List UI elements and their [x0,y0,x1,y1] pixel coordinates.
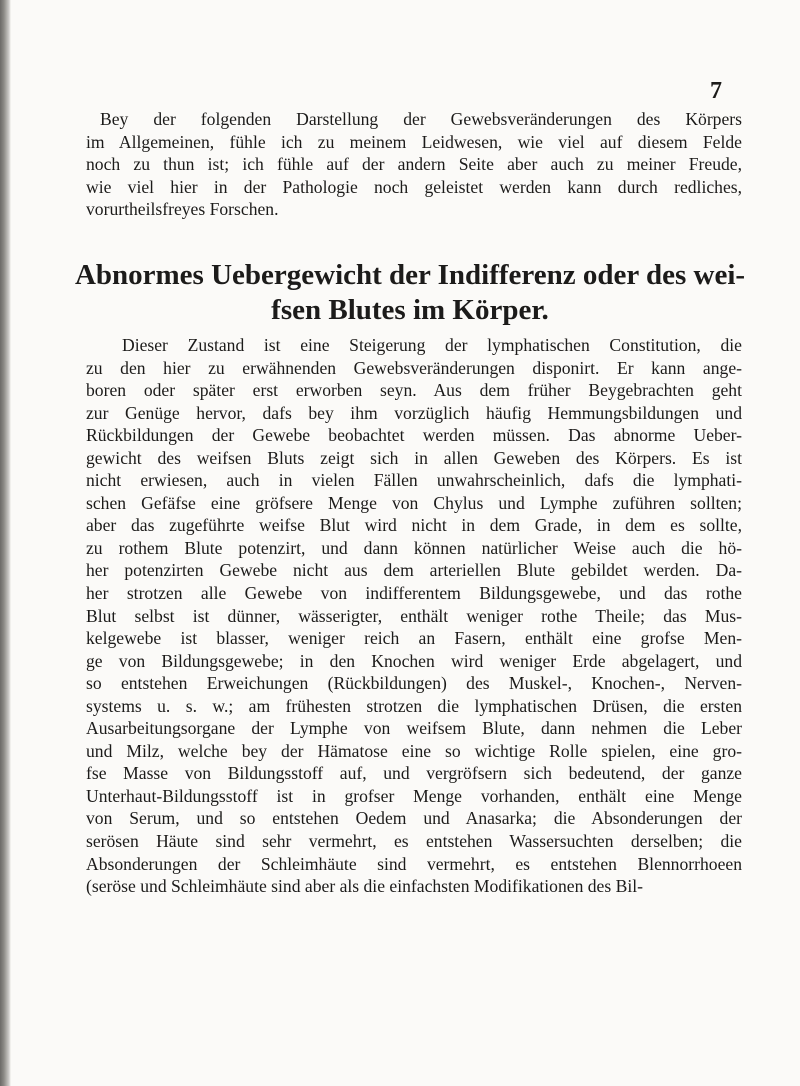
section-heading [60,258,760,328]
body-line: so entstehen Erweichungen (Rückbildungen) des Muskel-, Knochen-, Nerven- [86,673,742,694]
body-line: Absonderungen der Schleimhäute sind vermehrt, es entstehen Blennorrhoeen [86,853,742,874]
body-line: serösen Häute sind sehr vermehrt, es entstehen Wassersuchten derselben; die [86,831,742,852]
body-line: nicht erwiesen, auch in vielen Fällen unwahrscheinlich, dafs die lymphati- [86,470,742,491]
body-line: und Milz, welche bey der Hämatose eine so wichtige Rolle spielen, eine gro- [86,740,742,761]
body-line: Ausarbeitungsorgane der Lymphe von weifsem Blute, dann nehmen die Leber [86,718,742,739]
body-line: Dieser Zustand ist eine Steigerung der lymphatischen Constitution, die [122,335,742,355]
section-heading-line: fsen Blutes im Körper. [271,294,549,326]
body-line: zu rothem Blute potenzirt, und dann können natürlicher Weise auch die hö- [86,537,742,558]
body-line: zu den hier zu erwähnenden Gewebsveränderungen disponirt. Er kann ange- [86,357,742,378]
body-line: kelgewebe ist blasser, weniger reich an Fasern, enthält eine grofse Men- [86,628,742,649]
body-paragraph [86,334,742,898]
body-line: von Serum, und so entstehen Oedem und Anasarka; die Absonderungen der [86,808,742,829]
intro-line: noch zu thun ist; ich fühle auf der andern Seite aber auch zu meiner Freude, [86,154,742,175]
page-number: 7 [710,78,722,104]
body-line: fse Masse von Bildungsstoff auf, und vergröfsern sich bedeutend, der ganze [86,763,742,784]
body-line: Unterhaut-Bildungsstoff ist in grofser Menge vorhanden, enthält eine Menge [86,785,742,806]
body-line: (seröse und Schleimhäute sind aber als die einfachsten Modifikationen des Bil- [86,876,643,897]
body-line: her strotzen alle Gewebe von indifferentem Bildungsgewebe, und das rothe [86,583,742,604]
section-heading-line: Abnormes Uebergewicht der Indifferenz oder des wei- [74,259,746,291]
body-line: her potenzirten Gewebe nicht aus dem arteriellen Blute gebildet werden. Da- [86,560,742,581]
body-line: aber das zugeführte weifse Blut wird nicht in dem Grade, in dem es sollte, [86,515,742,536]
body-line: Rückbildungen der Gewebe beobachtet werden müssen. Das abnorme Ueber- [86,425,742,446]
body-line: zur Genüge hervor, dafs bey ihm vorzüglich häufig Hemmungsbildungen und [86,402,742,423]
body-line: boren oder später erst erworben seyn. Aus dem früher Beygebrachten geht [86,380,742,401]
body-line: gewicht des weifsen Bluts zeigt sich in allen Geweben des Körpers. Es ist [86,447,742,468]
body-line: Blut selbst ist dünner, wässerigter, enthält weniger rothe Theile; das Mus- [86,605,742,626]
body-line: ge von Bildungsgewebe; in den Knochen wird weniger Erde abgelagert, und [86,650,742,671]
intro-paragraph [86,108,742,221]
body-line: systems u. s. w.; am frühesten strotzen die lymphatischen Drüsen, die ersten [86,695,742,716]
intro-line: Bey der folgenden Darstellung der Gewebsveränderungen des Körpers [100,109,742,129]
intro-line: im Allgemeinen, fühle ich zu meinem Leidwesen, wie viel auf diesem Felde [86,131,742,152]
intro-line: wie viel hier in der Pathologie noch geleistet werden kann durch redliches, [86,176,742,197]
body-line: schen Gefäfse eine gröfsere Menge von Chylus und Lymphe zuführen sollten; [86,492,742,513]
intro-line: vorurtheilsfreyes Forschen. [86,199,279,220]
binding-gutter-shadow [0,0,11,1086]
